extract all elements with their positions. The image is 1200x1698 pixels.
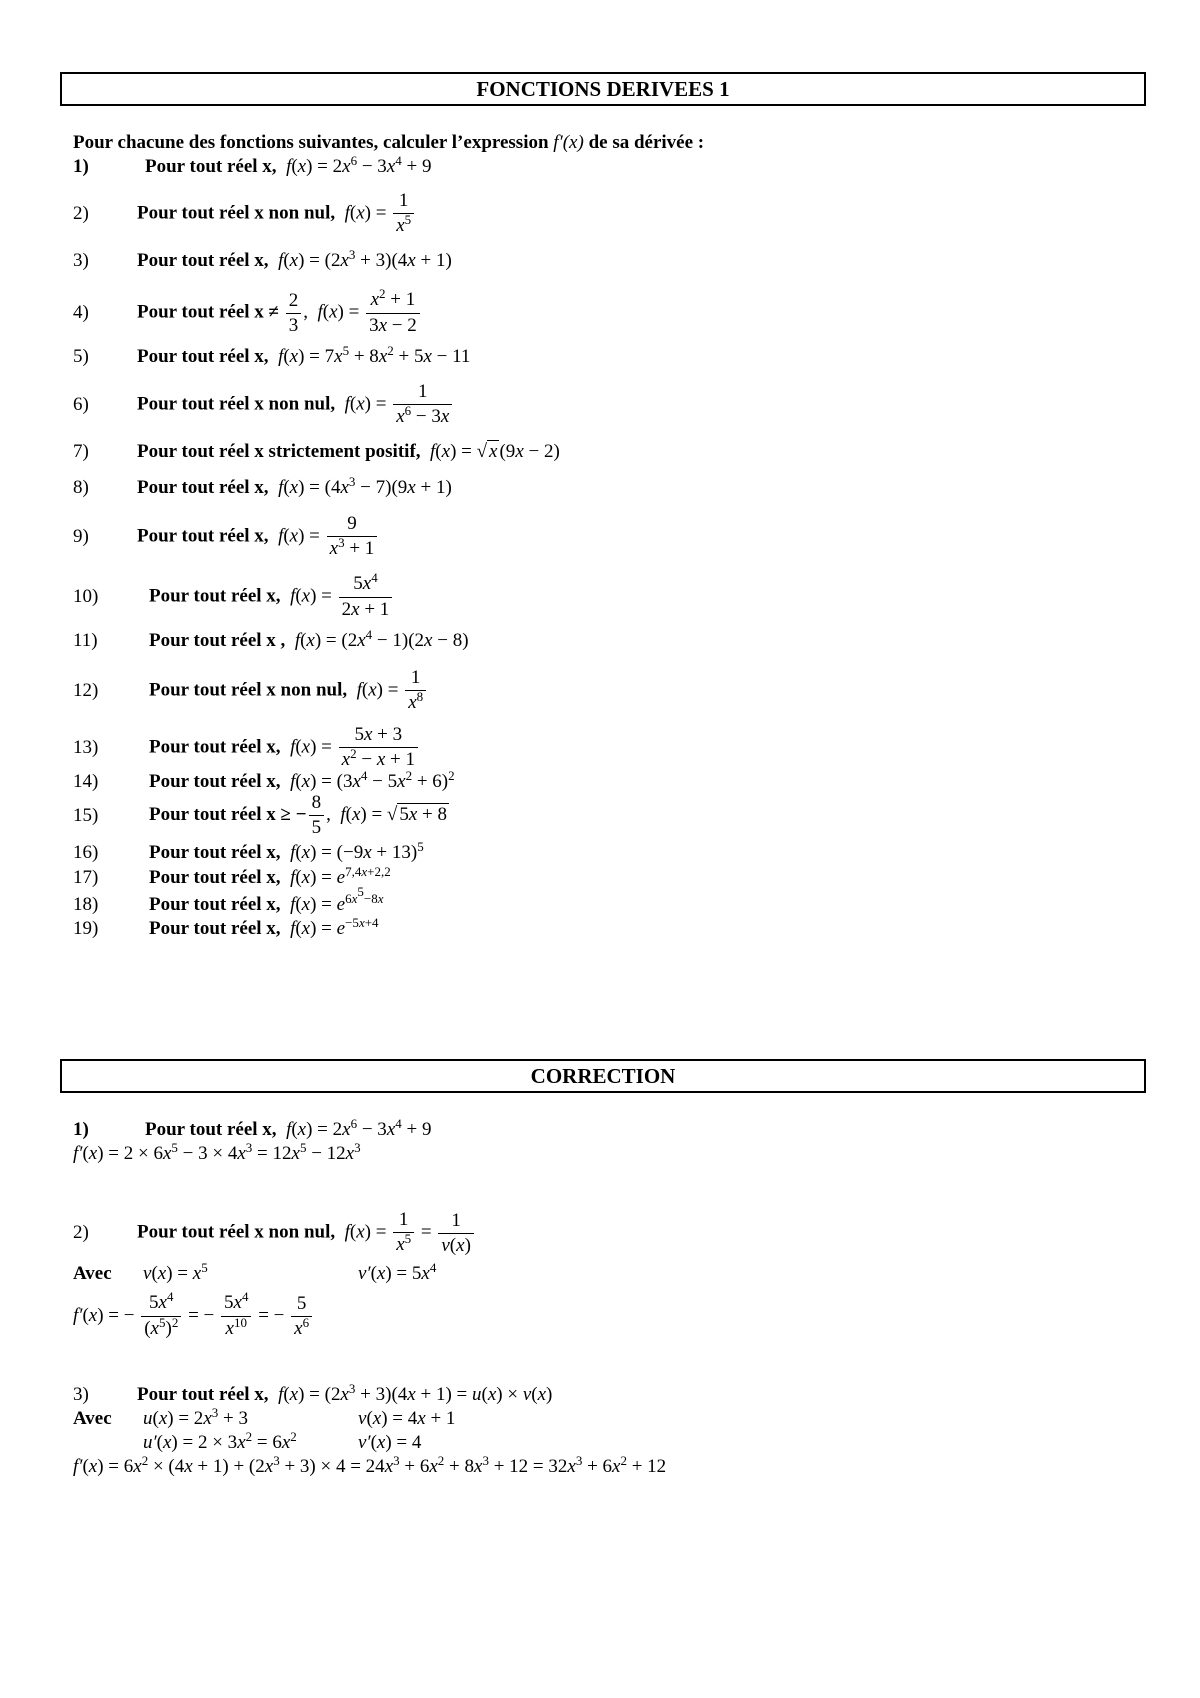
exercise-condition: Pour tout réel x non nul, bbox=[137, 393, 336, 415]
exercise-condition: Pour tout réel x , bbox=[149, 630, 286, 651]
correction-3-header: 3) Pour tout réel x, $f(x) = (2x^3 + 3)(4x + 1) = u(x) \times v(x)$ bbox=[73, 1381, 553, 1405]
exercise-number: 16) bbox=[73, 842, 99, 863]
exercise-number: 15) bbox=[73, 805, 99, 826]
exercise-number: 5) bbox=[73, 346, 89, 367]
exercise-number: 2) bbox=[73, 1222, 89, 1243]
exercise-number: 6) bbox=[73, 394, 89, 415]
exercise-condition: Pour tout réel x, bbox=[149, 918, 281, 939]
exercise-condition: Pour tout réel x non nul, bbox=[137, 202, 336, 224]
correction-2-avec: Avec $v(x) = x^5$ $v'(x) = 5x^4$ bbox=[73, 1260, 437, 1284]
exercise-4: 4) Pour tout réel x ≠ $\frac{2}{3}$ , f(x) = $\frac{x^2 + 1}{3x - 2}$ bbox=[73, 302, 89, 324]
exercise-number: 7) bbox=[73, 441, 89, 462]
exercise-number: 10) bbox=[73, 586, 99, 607]
exercise-3: 3) Pour tout réel x, $f(x) = (2x^3 + 3)(4x + 1)$ bbox=[73, 247, 452, 271]
exercise-10: 10) Pour tout réel x, f(x) = $\frac{5x^4}{2x + 1}$ bbox=[73, 586, 98, 608]
exercise-number: 14) bbox=[73, 771, 99, 792]
exercise-12: 12) Pour tout réel x non nul, f(x) = $\frac{1}{x^8}$ bbox=[73, 680, 98, 702]
correction-3-result: $f'(x) = 6x^2 \times (4x + 1) + (2x^3 + 3) \times 4 = 24x^3 + 6x^2 + 8x^3 + 12 = 32x^3 + 6x^2 + 12$ bbox=[73, 1453, 667, 1477]
correction-3-avec: Avec $u(x) = 2x^3 + 3$ v(x) = 4x + 1 bbox=[73, 1405, 456, 1429]
instruction-text: Pour chacune des fonctions suivantes, calculer l’expression bbox=[73, 132, 549, 153]
exercise-number: 3) bbox=[73, 250, 89, 271]
exercise-15: 15) Pour tout réel x ≥ − $\frac{8}{5}$ , f(x) = √ 5x + 8 bbox=[73, 792, 448, 838]
exercise-condition: Pour tout réel x, bbox=[137, 525, 269, 547]
exercise-condition: Pour tout réel x, bbox=[149, 894, 281, 915]
exercise-condition: Pour tout réel x, bbox=[137, 250, 269, 271]
exercise-condition: Pour tout réel x ≠ bbox=[137, 301, 279, 323]
correction-1-header: 1) Pour tout réel x, $f(x) = 2x^6 - 3x^4 + 9$ bbox=[73, 1116, 432, 1140]
avec-label: Avec bbox=[73, 1408, 112, 1429]
exercise-condition: Pour tout réel x, bbox=[149, 585, 281, 607]
exercise-condition: Pour tout réel x ≥ − bbox=[149, 803, 307, 825]
exercise-7: 7) Pour tout réel x strictement positif, f(x) = √ x (9x − 2) bbox=[73, 441, 560, 462]
correction-title: CORRECTION bbox=[60, 1059, 1146, 1093]
exercise-condition: Pour tout réel x, bbox=[145, 156, 277, 177]
exercise-17: 17) Pour tout réel x, $f(x) = e^{7,4x+2,2}$ bbox=[73, 864, 391, 888]
exercise-19: 19) Pour tout réel x, $f(x) = e^{-5x+4}$ bbox=[73, 915, 379, 939]
exercise-condition: Pour tout réel x, bbox=[149, 842, 281, 863]
exercise-number: 18) bbox=[73, 894, 99, 915]
exercise-number: 4) bbox=[73, 302, 89, 323]
page-title: FONCTIONS DERIVEES 1 bbox=[60, 72, 1146, 106]
exercise-condition: Pour tout réel x, bbox=[149, 736, 281, 758]
exercise-number: 11) bbox=[73, 630, 98, 651]
exercise-number: 17) bbox=[73, 867, 99, 888]
exercise-2: 2) Pour tout réel x non nul, f(x) = $\frac{1}{x^5}$ bbox=[73, 203, 89, 225]
exercise-number: 2) bbox=[73, 203, 89, 224]
exercise-condition: Pour tout réel x, bbox=[137, 477, 269, 498]
instruction-suffix: de sa dérivée : bbox=[588, 132, 705, 153]
exercise-condition: Pour tout réel x non nul, bbox=[137, 1221, 336, 1243]
exercise-condition: Pour tout réel x, bbox=[149, 771, 281, 792]
exercise-condition: Pour tout réel x, bbox=[145, 1119, 277, 1140]
exercise-condition: Pour tout réel x non nul, bbox=[149, 679, 348, 701]
exercise-condition: Pour tout réel x, bbox=[137, 346, 269, 367]
exercise-5: 5) Pour tout réel x, $f(x) = 7x^5 + 8x^2 + 5x - 11$ bbox=[73, 343, 471, 367]
correction-2-header: 2) Pour tout réel x non nul, f(x) = $\frac{1}{x^5}$ = $\frac{1}{v(x)}$ bbox=[73, 1222, 89, 1244]
exercise-number: 1) bbox=[73, 156, 89, 177]
exercise-number: 12) bbox=[73, 680, 99, 701]
exercise-1: 1) Pour tout réel x, $f(x) = 2x^6 - 3x^4 + 9$ bbox=[73, 153, 432, 177]
exercise-13: 13) Pour tout réel x, f(x) = $\frac{5x + 3}{x^2 - x + 1}$ bbox=[73, 737, 98, 759]
correction-1-result: $f'(x) = 2 \times 6x^5 - 3 \times 4x^3 = 12x^5 - 12x^3$ bbox=[73, 1140, 361, 1164]
exercise-6: 6) Pour tout réel x non nul, f(x) = $\frac{1}{x^6 - 3x}$ bbox=[73, 394, 89, 416]
exercise-8: 8) Pour tout réel x, $f(x) = (4x^3 - 7)(9x + 1)$ bbox=[73, 474, 452, 498]
instruction-expr: f′(x) bbox=[553, 132, 584, 153]
instruction bbox=[73, 132, 704, 154]
exercise-condition: Pour tout réel x, bbox=[137, 1384, 269, 1405]
exercise-number: 19) bbox=[73, 918, 99, 939]
exercise-number: 1) bbox=[73, 1119, 89, 1140]
exercise-16: 16) Pour tout réel x, $f(x) = (-9x + 13)^5$ bbox=[73, 839, 424, 863]
exercise-18: 18) Pour tout réel x, $f(x) = e^{6x^5-8x}$ bbox=[73, 884, 384, 915]
exercise-11: 11) Pour tout réel x , $f(x) = (2x^4 - 1)(2x - 8)$ bbox=[73, 627, 469, 651]
exercise-9: 9) Pour tout réel x, f(x) = $\frac{9}{x^3 + 1}$ bbox=[73, 526, 89, 548]
exercise-number: 13) bbox=[73, 737, 99, 758]
avec-label: Avec bbox=[73, 1263, 112, 1284]
document-page: FONCTIONS DERIVEES 1 Pour chacune des fonctions suivantes, calculer l’expression f′(x) de sa dérivée : 1) Pour tout réel x, $f(x) = 2x^6 - 3x^4 + 9$ 2) Pour tout réel x non nul, f(x) = $\frac{1}{x^5}$ 3) Pour tout réel x, $f(x) = (2x^3 + 3)(4x + 1)$ 4) Pour tout réel x ≠ $\frac{2}{3}$ , f(x) = $\frac{x^2 + 1}{3x - 2}$ 5) Pour tout réel x, $f(x) = 7x^5 + 8x^2 + 5x - 11$ 6) Pour tout réel x non nul, f(x) = $\frac{1}{x^6 - 3x}$ 7) Pour tout réel x strictement positif, f(x) = √ x (9x − 2) 8) Pour tout réel x, $f(x) = (4x^3 - 7)(9x + 1)$ 9) Pour tout réel x, f(x) = $\frac{9}{x^3 + 1}$ 10) Pour tout réel x, f(x) = $\frac{5x^4}{2x + 1}$ 11) Pour tout réel x , $f(x) = (2x^4 - 1)(2x - 8)$ 12) Pour tout réel x non nul, f(x) = $\frac{1}{x^8}$ 13) Pour tout réel x, f(x) = $\frac{5x + 3}{x^2 - x + 1}$ 14) Pour tout réel x, $f(x) = (3x^4 - 5x^2 + 6)^2$ 15) Pour tout réel x ≥ − $\frac{8}{5}$ , f(x) = √ 5x + 8 16) Pour tout réel x, $f(x) = (-9x + 13)^5$ 17) Pour tout réel x, $f(x) = e^{7,4x+2,2}$ 18) Pour tout réel x, $f(x) = e^{6x^5-8x}$ 19) Pour tout réel x, $f(x) = e^{-5x+4}$ CORRECTION 1) Pour tout réel x, $f(x) = 2x^6 - 3x^4 + 9$ $f'(x) = 2 \times 6x^5 - 3 \times 4x^3 = 12x^5 - 12x^3$ 2) Pour tout réel x non nul, f(x) = $\frac{1}{x^5}$ = $\frac{1}{v(x)}$ Avec $v(x) = x^5$ $v'(x) = 5x^4$ f′(x) = − $\frac{5x^4}{(x^5)^2}$ = − $\frac{5x^4}{x^{10}}$ = − $\frac{5}{x^6}$ 3) Pour tout réel x, $f(x) = (2x^3 + 3)(4x + 1) = u(x) \times v(x)$ Avec $u(x) = 2x^3 + 3$ v(x) = 4x + 1 $u'(x) = 2 \times 3x^2 = 6x^2$ v′(x) = 4 $f'(x) = 6x^2 \times (4x + 1) + (2x^3 + 3) \times 4 = 24x^3 + 6x^2 + 8x^3 + 12 = 32x^3 + 6x^2 + 12$ bbox=[0, 0, 1200, 1698]
exercise-14: 14) Pour tout réel x, $f(x) = (3x^4 - 5x^2 + 6)^2$ bbox=[73, 768, 455, 792]
correction-2-result: f′(x) = − $\frac{5x^4}{(x^5)^2}$ = − $\frac{5x^4}{x^{10}}$ = − $\frac{5}{x^6}$ bbox=[73, 1305, 314, 1356]
exercise-number: 8) bbox=[73, 477, 89, 498]
exercise-number: 9) bbox=[73, 526, 89, 547]
exercise-condition: Pour tout réel x strictement positif, bbox=[137, 441, 421, 462]
exercise-condition: Pour tout réel x, bbox=[149, 867, 281, 888]
exercise-number: 3) bbox=[73, 1384, 89, 1405]
